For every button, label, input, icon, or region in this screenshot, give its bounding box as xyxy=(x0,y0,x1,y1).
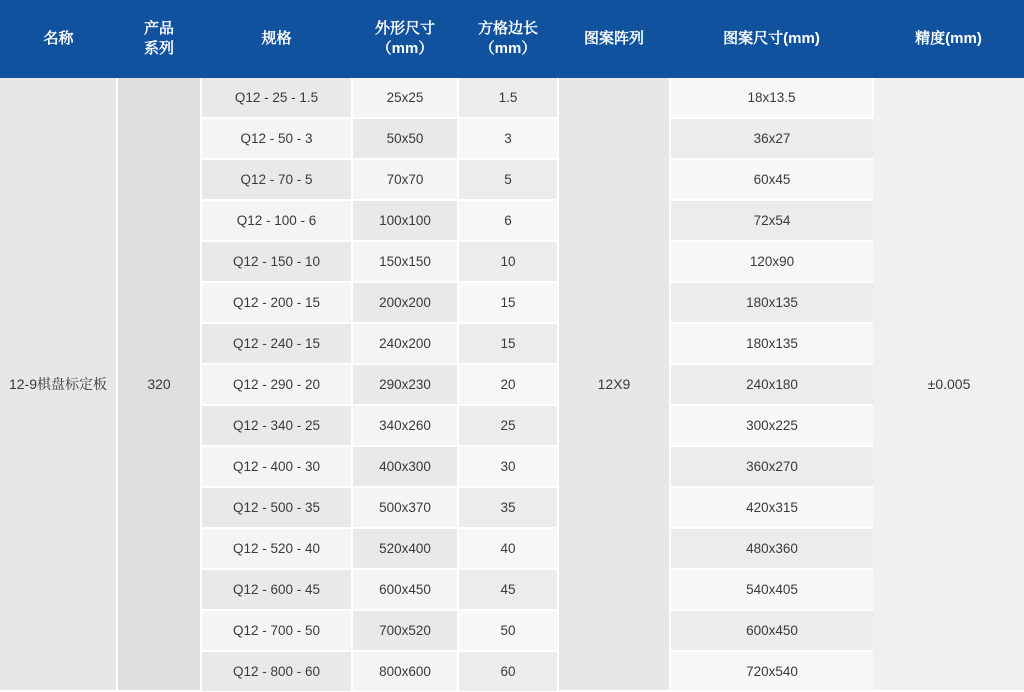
cell-pattern-size: 240x180 xyxy=(670,364,873,405)
cell-product-name: 12-9棋盘标定板 xyxy=(0,78,117,691)
column-header-name xyxy=(0,0,117,78)
column-header-series-label: 产品 xyxy=(143,19,174,37)
cell-outer-size: 25x25 xyxy=(352,78,458,118)
cell-cell-length: 25 xyxy=(458,405,558,446)
cell-model: Q12 - 400 - 30 xyxy=(201,446,352,487)
cell-cell-length: 35 xyxy=(458,487,558,528)
cell-outer-size: 290x230 xyxy=(352,364,458,405)
cell-model: Q12 - 520 - 40 xyxy=(201,528,352,569)
cell-outer-size: 200x200 xyxy=(352,282,458,323)
column-header-outer-label: 外形尺寸 xyxy=(374,19,435,37)
column-header-cell xyxy=(458,0,558,78)
cell-model: Q12 - 200 - 15 xyxy=(201,282,352,323)
cell-model: Q12 - 240 - 15 xyxy=(201,323,352,364)
cell-model: Q12 - 700 - 50 xyxy=(201,610,352,651)
column-header-model-label: 规格 xyxy=(261,29,292,47)
cell-outer-size: 400x300 xyxy=(352,446,458,487)
cell-product-series: 320 xyxy=(117,78,201,691)
cell-cell-length: 1.5 xyxy=(458,78,558,118)
cell-pattern-size: 18x13.5 xyxy=(670,78,873,118)
column-header-precision xyxy=(873,0,1024,78)
cell-cell-length: 30 xyxy=(458,446,558,487)
cell-cell-length: 5 xyxy=(458,159,558,200)
column-header-outer xyxy=(352,0,458,78)
cell-pattern-size: 180x135 xyxy=(670,282,873,323)
cell-outer-size: 240x200 xyxy=(352,323,458,364)
column-header-pattern xyxy=(670,0,873,78)
cell-cell-length: 20 xyxy=(458,364,558,405)
cell-outer-size: 600x450 xyxy=(352,569,458,610)
cell-cell-length: 3 xyxy=(458,118,558,159)
column-header-name-label: 名称 xyxy=(43,29,74,47)
cell-model: Q12 - 100 - 6 xyxy=(201,200,352,241)
cell-pattern-size: 720x540 xyxy=(670,651,873,691)
cell-cell-length: 45 xyxy=(458,569,558,610)
cell-model: Q12 - 500 - 35 xyxy=(201,487,352,528)
cell-outer-size: 340x260 xyxy=(352,405,458,446)
cell-pattern-size: 480x360 xyxy=(670,528,873,569)
cell-pattern-size: 540x405 xyxy=(670,569,873,610)
cell-outer-size: 150x150 xyxy=(352,241,458,282)
cell-cell-length: 40 xyxy=(458,528,558,569)
cell-pattern-size: 72x54 xyxy=(670,200,873,241)
cell-outer-size: 100x100 xyxy=(352,200,458,241)
cell-pattern-size: 420x315 xyxy=(670,487,873,528)
cell-model: Q12 - 50 - 3 xyxy=(201,118,352,159)
cell-outer-size: 70x70 xyxy=(352,159,458,200)
cell-model: Q12 - 600 - 45 xyxy=(201,569,352,610)
cell-model: Q12 - 340 - 25 xyxy=(201,405,352,446)
cell-pattern-array: 12X9 xyxy=(558,78,670,691)
table-row xyxy=(0,78,1024,118)
column-header-precision-label: 精度(mm) xyxy=(915,29,982,47)
table-header xyxy=(0,0,1024,78)
column-header-cell-label: 方格边长 xyxy=(477,19,538,37)
cell-precision: ±0.005 xyxy=(873,78,1024,691)
cell-pattern-size: 360x270 xyxy=(670,446,873,487)
cell-cell-length: 10 xyxy=(458,241,558,282)
table-header-row xyxy=(0,0,1024,78)
cell-cell-length: 6 xyxy=(458,200,558,241)
cell-model: Q12 - 70 - 5 xyxy=(201,159,352,200)
column-header-array-label: 图案阵列 xyxy=(583,29,644,47)
cell-pattern-size: 180x135 xyxy=(670,323,873,364)
cell-pattern-size: 300x225 xyxy=(670,405,873,446)
cell-model: Q12 - 150 - 10 xyxy=(201,241,352,282)
column-header-model xyxy=(201,0,352,78)
column-header-pattern-label: 图案尺寸(mm) xyxy=(723,29,820,47)
cell-model: Q12 - 290 - 20 xyxy=(201,364,352,405)
cell-outer-size: 50x50 xyxy=(352,118,458,159)
cell-outer-size: 700x520 xyxy=(352,610,458,651)
column-header-outer-sub: （mm） xyxy=(376,40,434,57)
cell-outer-size: 500x370 xyxy=(352,487,458,528)
cell-cell-length: 50 xyxy=(458,610,558,651)
cell-outer-size: 520x400 xyxy=(352,528,458,569)
cell-cell-length: 15 xyxy=(458,323,558,364)
cell-pattern-size: 120x90 xyxy=(670,241,873,282)
cell-pattern-size: 600x450 xyxy=(670,610,873,651)
column-header-cell-sub: （mm） xyxy=(479,40,537,57)
cell-cell-length: 60 xyxy=(458,651,558,691)
cell-cell-length: 15 xyxy=(458,282,558,323)
cell-pattern-size: 36x27 xyxy=(670,118,873,159)
cell-model: Q12 - 25 - 1.5 xyxy=(201,78,352,118)
table-body xyxy=(0,78,1024,691)
column-header-series-sub: 系列 xyxy=(143,40,174,57)
cell-model: Q12 - 800 - 60 xyxy=(201,651,352,691)
cell-outer-size: 800x600 xyxy=(352,651,458,691)
column-header-array xyxy=(558,0,670,78)
column-header-series xyxy=(117,0,201,78)
cell-pattern-size: 60x45 xyxy=(670,159,873,200)
